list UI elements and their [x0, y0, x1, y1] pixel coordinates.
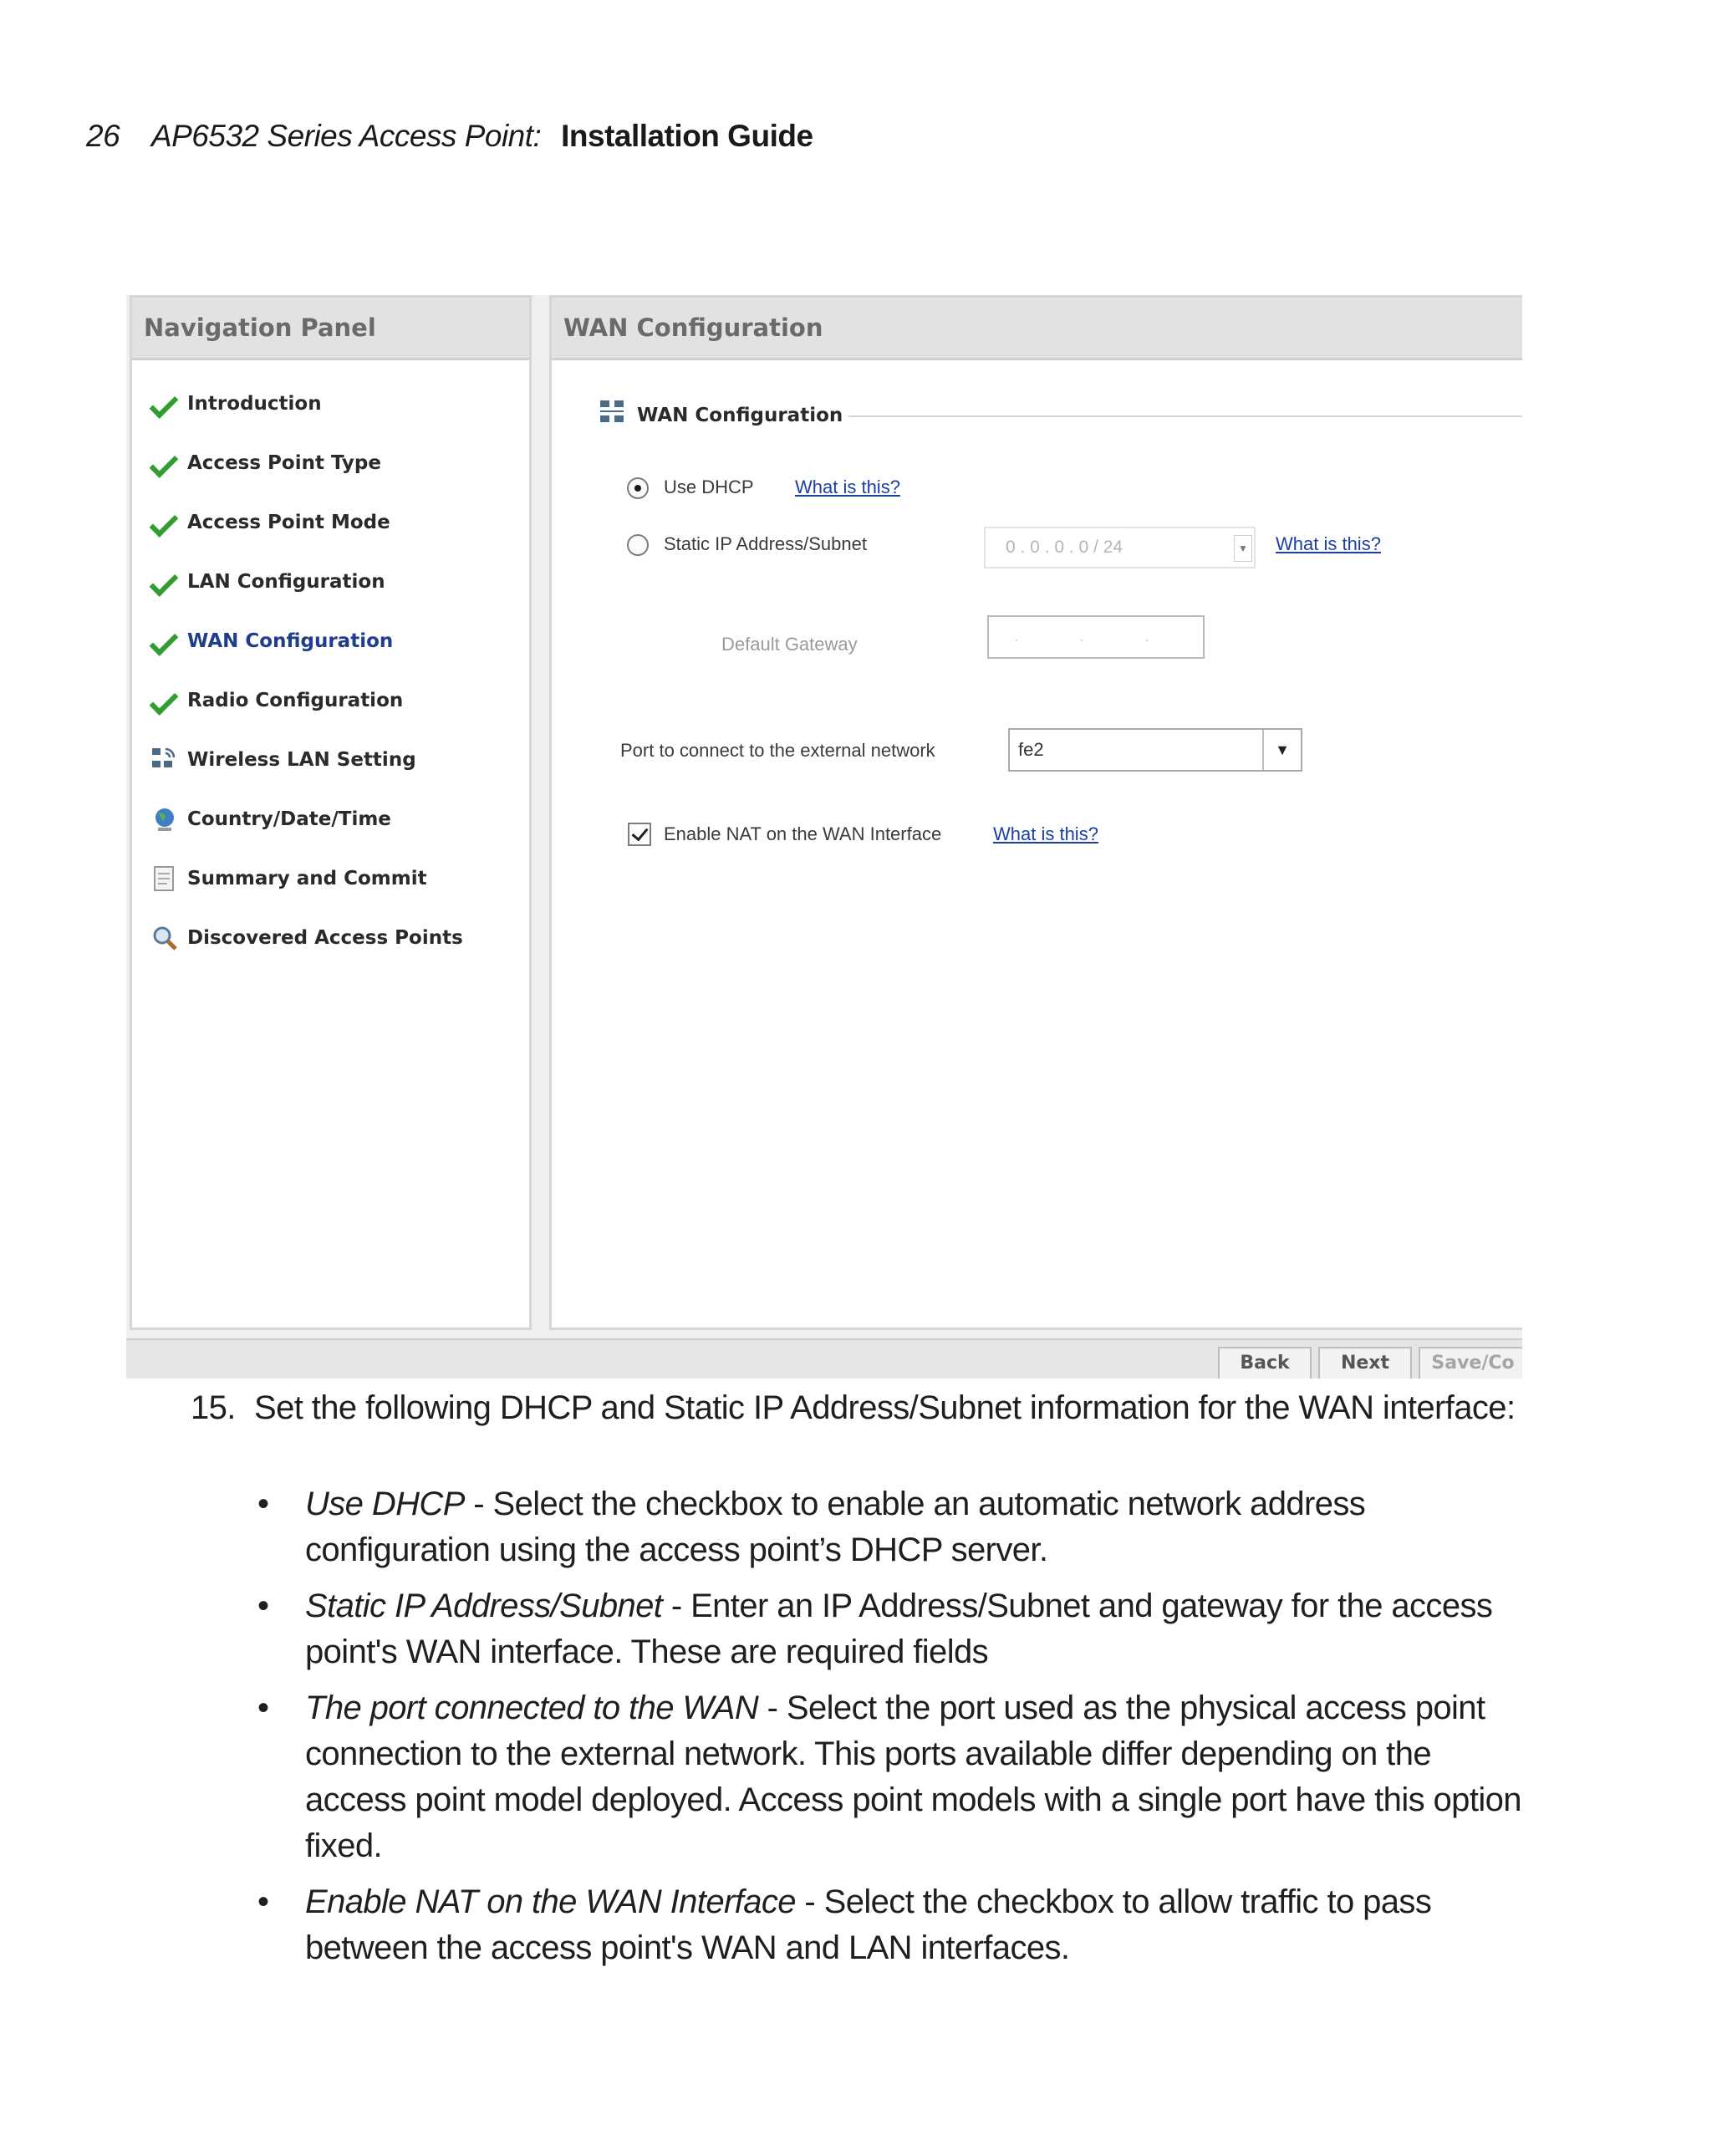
static-ip-help-link[interactable]: What is this?: [1276, 533, 1381, 554]
wan-panel-title: WAN Configuration: [552, 298, 1522, 360]
nav-item-country-date-time[interactable]: [150, 803, 391, 836]
enable-nat-help-link[interactable]: What is this?: [993, 823, 1098, 844]
book-title: AP6532 Series Access Point:: [150, 119, 542, 153]
wan-section-title: WAN Configuration: [637, 404, 843, 426]
navigation-panel: [130, 295, 532, 1330]
nav-item-label: LAN Configuration: [187, 571, 385, 593]
wizard-screenshot: [126, 295, 1522, 1379]
nav-item-label: WAN Configuration: [187, 630, 394, 652]
default-gateway-value: . . .: [1014, 628, 1178, 645]
nav-item-introduction[interactable]: [150, 387, 322, 420]
list-item: • The port connected to the WAN - Select the port used as the physical access point connection to the external network. This ports available differ depending on the access point model deployed. Access point models with a single port have this option fixed.: [257, 1690, 1521, 1864]
static-ip-radio[interactable]: [627, 534, 649, 556]
check-icon: [150, 568, 179, 596]
nav-item-label: Introduction: [187, 393, 322, 415]
nav-item-label: Access Point Type: [187, 452, 381, 474]
bullet-list: [251, 1481, 1521, 1981]
nav-item-access-point-mode[interactable]: [150, 506, 390, 539]
bullet-text: - Select the port used as the physical access point connection to the external network. This ports available differ depending on the access point model deployed. Access point models with a single port have this option fixed.: [305, 1690, 1521, 1864]
nav-item-label: Country/Date/Time: [187, 808, 391, 830]
bullet-term: The port connected to the WAN: [305, 1690, 759, 1726]
bullet-term: Use DHCP: [305, 1486, 465, 1522]
step-number: 15.: [191, 1389, 236, 1426]
nav-item-label: Radio Configuration: [187, 690, 404, 711]
check-icon: [150, 686, 179, 715]
nav-item-label: Discovered Access Points: [187, 927, 463, 949]
list-item: • Use DHCP - Select the checkbox to enable an automatic network address configuration using the access point’s DHCP server.: [257, 1486, 1366, 1568]
back-button[interactable]: Back: [1218, 1347, 1312, 1379]
port-label: Port to connect to the external network: [620, 740, 935, 761]
nav-item-wan-configuration[interactable]: [150, 624, 393, 658]
port-select[interactable]: [1008, 728, 1302, 772]
wan-configuration-panel: [549, 295, 1522, 1330]
nav-item-wireless-lan-setting[interactable]: [150, 743, 416, 777]
wizard-footer: [126, 1338, 1522, 1379]
static-ip-value: 0 . 0 . 0 . 0 / 24: [1006, 538, 1124, 557]
check-icon: [150, 449, 179, 477]
chevron-down-icon[interactable]: ▼: [1234, 535, 1252, 562]
list-item: • Enable NAT on the WAN Interface - Select the checkbox to allow traffic to pass between the access point's WAN and LAN interfaces.: [257, 1883, 1432, 1966]
network-icon: [599, 398, 627, 432]
chevron-down-icon[interactable]: ▼: [1262, 730, 1301, 770]
check-icon: [150, 390, 179, 418]
nav-item-discovered-access-points[interactable]: [150, 921, 463, 955]
list-item: • Static IP Address/Subnet - Enter an IP Address/Subnet and gateway for the access point's WAN interface. These are required fields: [257, 1588, 1493, 1670]
bullet-text: - Select the checkbox to allow traffic to pass between the access point's WAN and LAN interfaces.: [305, 1883, 1432, 1966]
page-number: 26: [86, 119, 120, 153]
bullet-term: Static IP Address/Subnet: [305, 1588, 663, 1624]
bullet-text: - Enter an IP Address/Subnet and gateway for the access point's WAN interface. These are required fields: [305, 1588, 1493, 1670]
save-commit-button[interactable]: Save/Co: [1419, 1347, 1522, 1379]
navigation-panel-title: Navigation Panel: [132, 298, 529, 360]
use-dhcp-label: Use DHCP: [664, 477, 754, 497]
check-icon: [150, 508, 179, 537]
bullet-text: - Select the checkbox to enable an automatic network address configuration using the access point’s DHCP server.: [305, 1486, 1366, 1568]
section-divider: [848, 415, 1522, 417]
nav-item-label: Summary and Commit: [187, 868, 427, 889]
nav-item-summary-and-commit[interactable]: [150, 862, 427, 895]
static-ip-label: Static IP Address/Subnet: [664, 533, 867, 554]
enable-nat-label: Enable NAT on the WAN Interface: [664, 823, 942, 844]
nav-item-radio-configuration[interactable]: [150, 684, 403, 717]
port-select-value: fe2: [1018, 739, 1044, 760]
nav-item-access-point-type[interactable]: [150, 446, 381, 480]
globe-icon: [150, 805, 179, 833]
use-dhcp-radio[interactable]: [627, 477, 649, 499]
bullet-term: Enable NAT on the WAN Interface: [305, 1883, 796, 1920]
check-icon: [150, 627, 179, 655]
nav-item-label: Wireless LAN Setting: [187, 749, 416, 771]
doc-type: Installation Guide: [561, 119, 813, 153]
document-icon: [150, 864, 179, 893]
page-header: [86, 119, 813, 154]
default-gateway-label: Default Gateway: [721, 634, 858, 655]
step-instruction: [191, 1389, 1515, 1427]
nav-item-lan-configuration[interactable]: [150, 565, 385, 599]
step-text: Set the following DHCP and Static IP Address/Subnet information for the WAN interface:: [254, 1389, 1516, 1426]
static-ip-input[interactable]: [984, 527, 1256, 568]
enable-nat-checkbox[interactable]: [628, 823, 651, 846]
next-button[interactable]: Next: [1318, 1347, 1412, 1379]
wireless-network-icon: [150, 746, 179, 774]
magnifier-icon: [150, 924, 179, 952]
use-dhcp-help-link[interactable]: What is this?: [795, 477, 900, 497]
wan-section-header: [599, 398, 843, 432]
nav-item-label: Access Point Mode: [187, 512, 390, 533]
default-gateway-input[interactable]: [987, 615, 1205, 659]
